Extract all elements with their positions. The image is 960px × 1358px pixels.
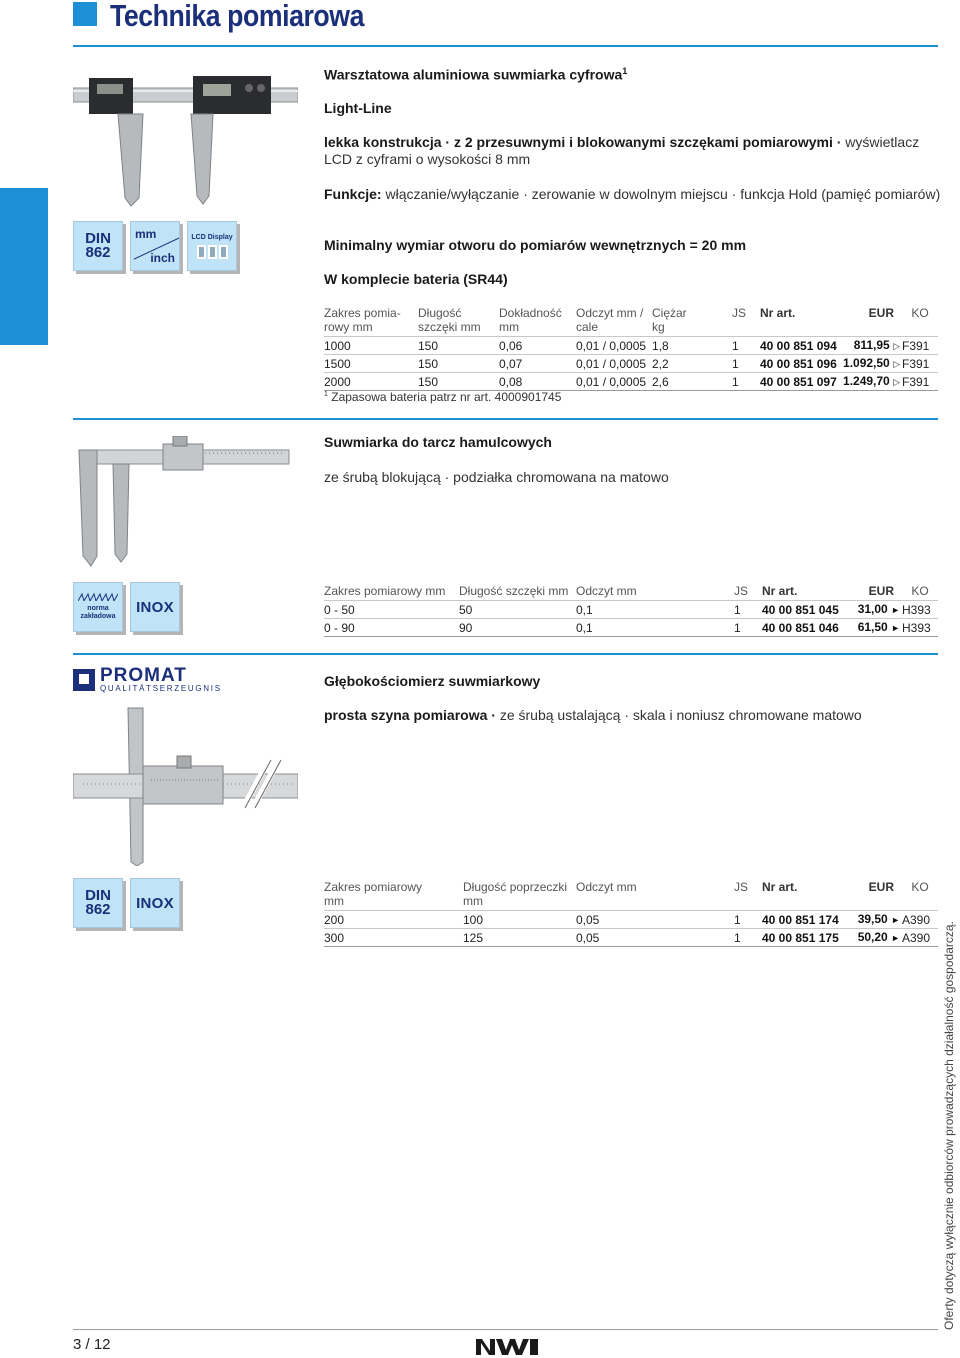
section1-min-hole: Minimalny wymiar otworu do pomiarów wewnętrznych = 20 mm — [324, 237, 747, 253]
col-weight: Ciężar kg — [652, 306, 687, 334]
table-row: 0 - 90 90 0,1 1 40 00 851 046 61,50 ► H393 — [324, 619, 938, 637]
filled-triangle-icon: ► — [891, 623, 900, 633]
col-eur: EUR — [868, 880, 894, 894]
footer-divider — [73, 1329, 938, 1330]
col-js: JS — [734, 880, 749, 894]
col-ko: KO — [911, 306, 929, 320]
page-number: 3 / 12 — [73, 1336, 111, 1353]
norma-zakladowa-badge: norma zakładowa — [73, 582, 123, 632]
col-art: Nr art. — [762, 880, 798, 894]
col-reading: Odczyt mm — [576, 584, 637, 598]
lcd-digits-icon — [197, 245, 228, 259]
col-accuracy: Dokładność mm — [499, 306, 562, 334]
promat-logo — [73, 665, 222, 695]
section3-table — [324, 879, 938, 947]
section2-table — [324, 583, 938, 637]
din-862-badge: DIN 862 — [73, 878, 123, 928]
col-range: Zakres pomiarowy mm — [324, 880, 423, 908]
nw-brand-logo — [476, 1337, 538, 1357]
col-js: JS — [732, 306, 747, 320]
col-range: Zakres pomiarowy mm — [324, 584, 446, 598]
mm-inch-badge: mm inch — [130, 221, 180, 271]
inox-badge: INOX — [130, 582, 180, 632]
section1-footnote: $^1$ Zapasowa bateria patrz nr art. 4000901745 — [324, 390, 562, 404]
outline-triangle-icon: ▷ — [893, 377, 900, 387]
outline-triangle-icon: ▷ — [893, 359, 900, 369]
col-art: Nr art. — [762, 584, 798, 598]
section2-title: Suwmiarka do tarcz hamulcowych — [324, 434, 552, 450]
table-row: 1500 150 0,07 0,01 / 0,0005 2,2 1 40 00 851 096 1.092,50 ▷ F391 — [324, 355, 938, 373]
header-square-marker — [73, 2, 97, 26]
table-header-row — [324, 583, 938, 601]
col-js: JS — [734, 584, 749, 598]
col-art: Nr art. — [760, 306, 796, 320]
wave-icon — [78, 593, 118, 601]
promat-logo-text: PROMAT — [100, 665, 187, 686]
section1-subtitle: Light-Line — [324, 100, 392, 116]
col-jaw: Długość szczęki mm — [418, 306, 481, 334]
col-jaw: Długość szczęki mm — [459, 584, 569, 598]
col-reading: Odczyt mm / cale — [576, 306, 644, 334]
nw-logo-icon — [476, 1337, 538, 1357]
brake-disc-caliper-image — [73, 436, 293, 568]
section2-description: ze śrubą blokującą · podziałka chromowana na matowo — [324, 469, 669, 485]
page-title: Technika pomiarowa — [110, 0, 364, 33]
side-disclaimer: Oferty dotyczą wyłącznie odbiorców prowadzących działalność gospodarczą. — [942, 921, 956, 1330]
inox-badge: INOX — [130, 878, 180, 928]
filled-triangle-icon: ► — [891, 915, 900, 925]
col-range: Zakres pomia- rowy mm — [324, 306, 401, 334]
col-eur: EUR — [868, 584, 894, 598]
section1-kit: W komplecie bateria (SR44) — [324, 271, 508, 287]
section1-table — [324, 305, 938, 391]
lcd-display-badge: LCD Display — [187, 221, 237, 271]
col-ko: KO — [911, 584, 929, 598]
section3-title: Głębokościomierz suwmiarkowy — [324, 673, 541, 689]
section1-description-line2: LCD z cyframi o wysokości 8 mm — [324, 151, 531, 167]
section2-divider — [73, 653, 938, 655]
filled-triangle-icon: ► — [891, 605, 900, 615]
section1-title: Warsztatowa aluminiowa suwmiarka cyfrowa$^1$ — [324, 66, 628, 83]
table-row: 0 - 50 50 0,1 1 40 00 851 045 31,00 ► H393 — [324, 601, 938, 619]
col-eur: EUR — [868, 306, 894, 320]
col-reading: Odczyt mm — [576, 880, 637, 894]
section1-functions: Funkcje: włączanie/wyłączanie · zerowanie w dowolnym miejscu · funkcja Hold (pamięć pomiarów) — [324, 186, 941, 202]
col-bar: Długość poprzeczki mm — [463, 880, 568, 908]
promat-logo-subtext: QUALITÄTSERZEUGNIS — [100, 684, 222, 693]
section1-divider — [73, 418, 938, 420]
table-header-row — [324, 879, 938, 911]
outline-triangle-icon: ▷ — [893, 341, 900, 351]
table-header-row — [324, 305, 938, 337]
depth-gauge-image — [73, 704, 298, 866]
section1-description: lekka konstrukcja · z 2 przesuwnymi i blokowanymi szczękami pomiarowymi · wyświetlacz — [324, 134, 920, 150]
digital-caliper-image — [73, 68, 298, 208]
table-row: 1000 150 0,06 0,01 / 0,0005 1,8 1 40 00 851 094 811,95 ▷ F391 — [324, 337, 938, 355]
section3-description: prosta szyna pomiarowa · ze śrubą ustalającą · skala i noniusz chromowane matowo — [324, 707, 862, 723]
table-row: 2000 150 0,08 0,01 / 0,0005 2,6 1 40 00 851 097 1.249,70 ▷ F391 — [324, 373, 938, 391]
col-ko: KO — [911, 880, 929, 894]
filled-triangle-icon: ► — [891, 933, 900, 943]
header-divider — [73, 45, 938, 47]
din-862-badge: DIN 862 — [73, 221, 123, 271]
table-row: 300 125 0,05 1 40 00 851 175 50,20 ► A390 — [324, 929, 938, 947]
side-tab-marker — [0, 188, 48, 345]
table-row: 200 100 0,05 1 40 00 851 174 39,50 ► A390 — [324, 911, 938, 929]
